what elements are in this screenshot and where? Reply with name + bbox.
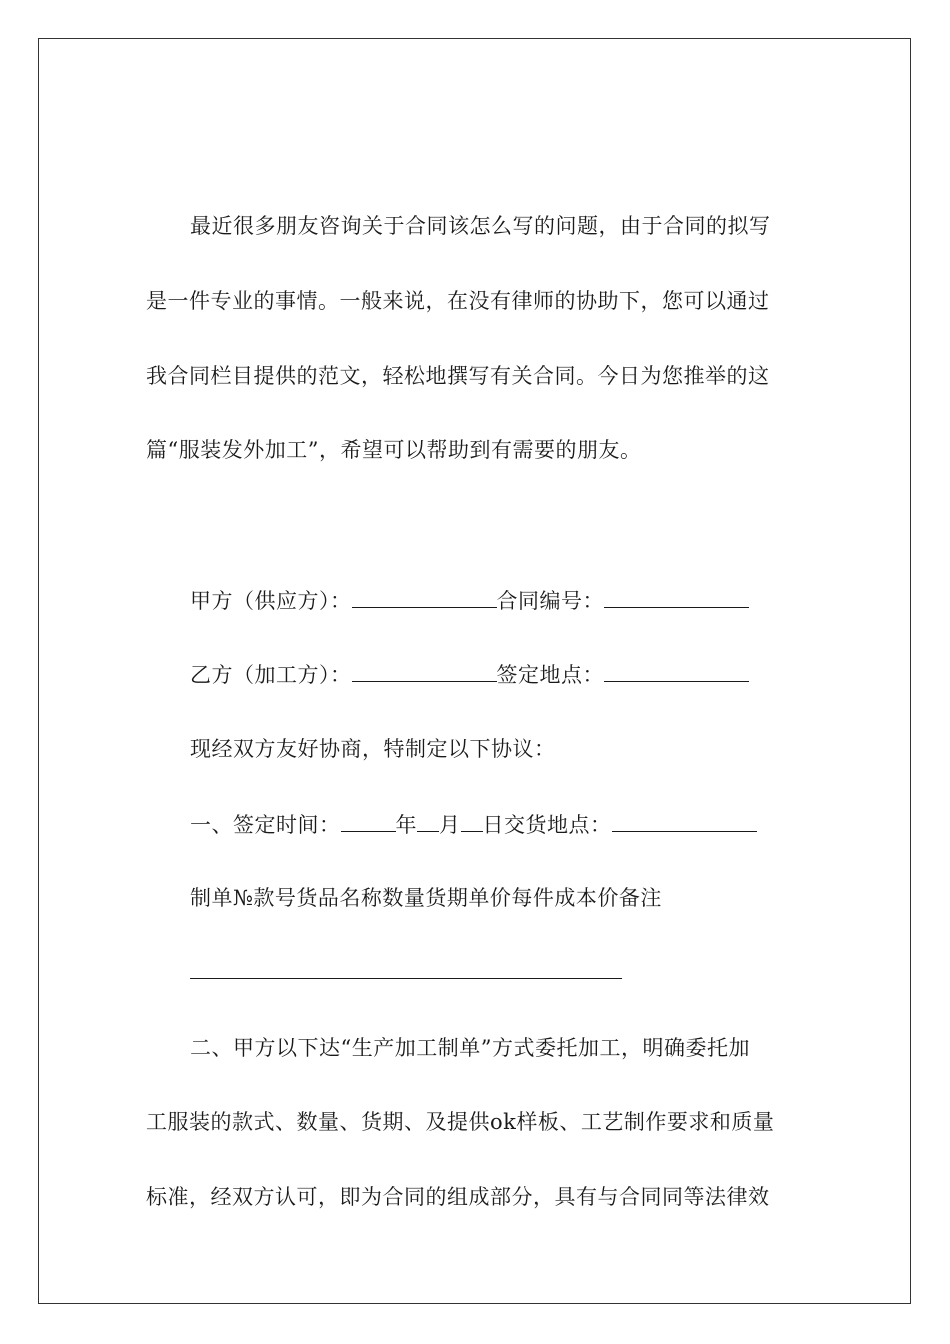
intro-line-1: 最近很多朋友咨询关于合同该怎么写的问题，由于合同的拟写: [190, 214, 771, 238]
year-label: 年: [395, 813, 417, 837]
month-label: 月: [439, 813, 461, 837]
year-blank[interactable]: [341, 809, 396, 832]
party-a-label: 甲方（供应方）：: [190, 589, 352, 613]
delivery-place-blank[interactable]: [612, 809, 757, 832]
sign-place-blank[interactable]: [604, 659, 749, 682]
clause-1-line: [190, 809, 757, 840]
party-a-line: [190, 585, 749, 616]
intro-line-4: 篇“服装发外加工”，希望可以帮助到有需要的朋友。: [146, 438, 642, 462]
party-b-blank[interactable]: [352, 659, 497, 682]
month-blank[interactable]: [417, 809, 439, 832]
contract-no-blank[interactable]: [604, 585, 749, 608]
party-a-blank[interactable]: [352, 585, 497, 608]
table-rule: [190, 978, 622, 979]
party-b-label: 乙方（加工方）：: [190, 663, 352, 687]
clause-2-line-1: 二、甲方以下达“生产加工制单”方式委托加工，明确委托加: [190, 1036, 750, 1060]
day-label: 日: [482, 813, 504, 837]
day-blank[interactable]: [461, 809, 483, 832]
sign-place-label: 签定地点：: [496, 663, 604, 687]
intro-line-3: 我合同栏目提供的范文，轻松地撰写有关合同。今日为您推举的这: [146, 364, 770, 388]
contract-no-label: 合同编号：: [496, 589, 604, 613]
table-header-line: 制单№款号货品名称数量货期单价每件成本价备注: [190, 886, 662, 910]
intro-line-2: 是一件专业的事情。一般来说，在没有律师的协助下，您可以通过: [146, 289, 770, 313]
delivery-place-label: 交货地点：: [504, 813, 612, 837]
clause-1-prefix: 一、签定时间：: [190, 813, 341, 837]
clause-2-line-3: 标准，经双方认可，即为合同的组成部分，具有与合同同等法律效: [146, 1185, 770, 1209]
party-b-line: [190, 659, 749, 690]
clause-2-line-2: 工服装的款式、数量、货期、及提供ok样板、工艺制作要求和质量: [146, 1110, 775, 1134]
agreement-line: 现经双方友好协商，特制定以下协议：: [190, 737, 556, 761]
